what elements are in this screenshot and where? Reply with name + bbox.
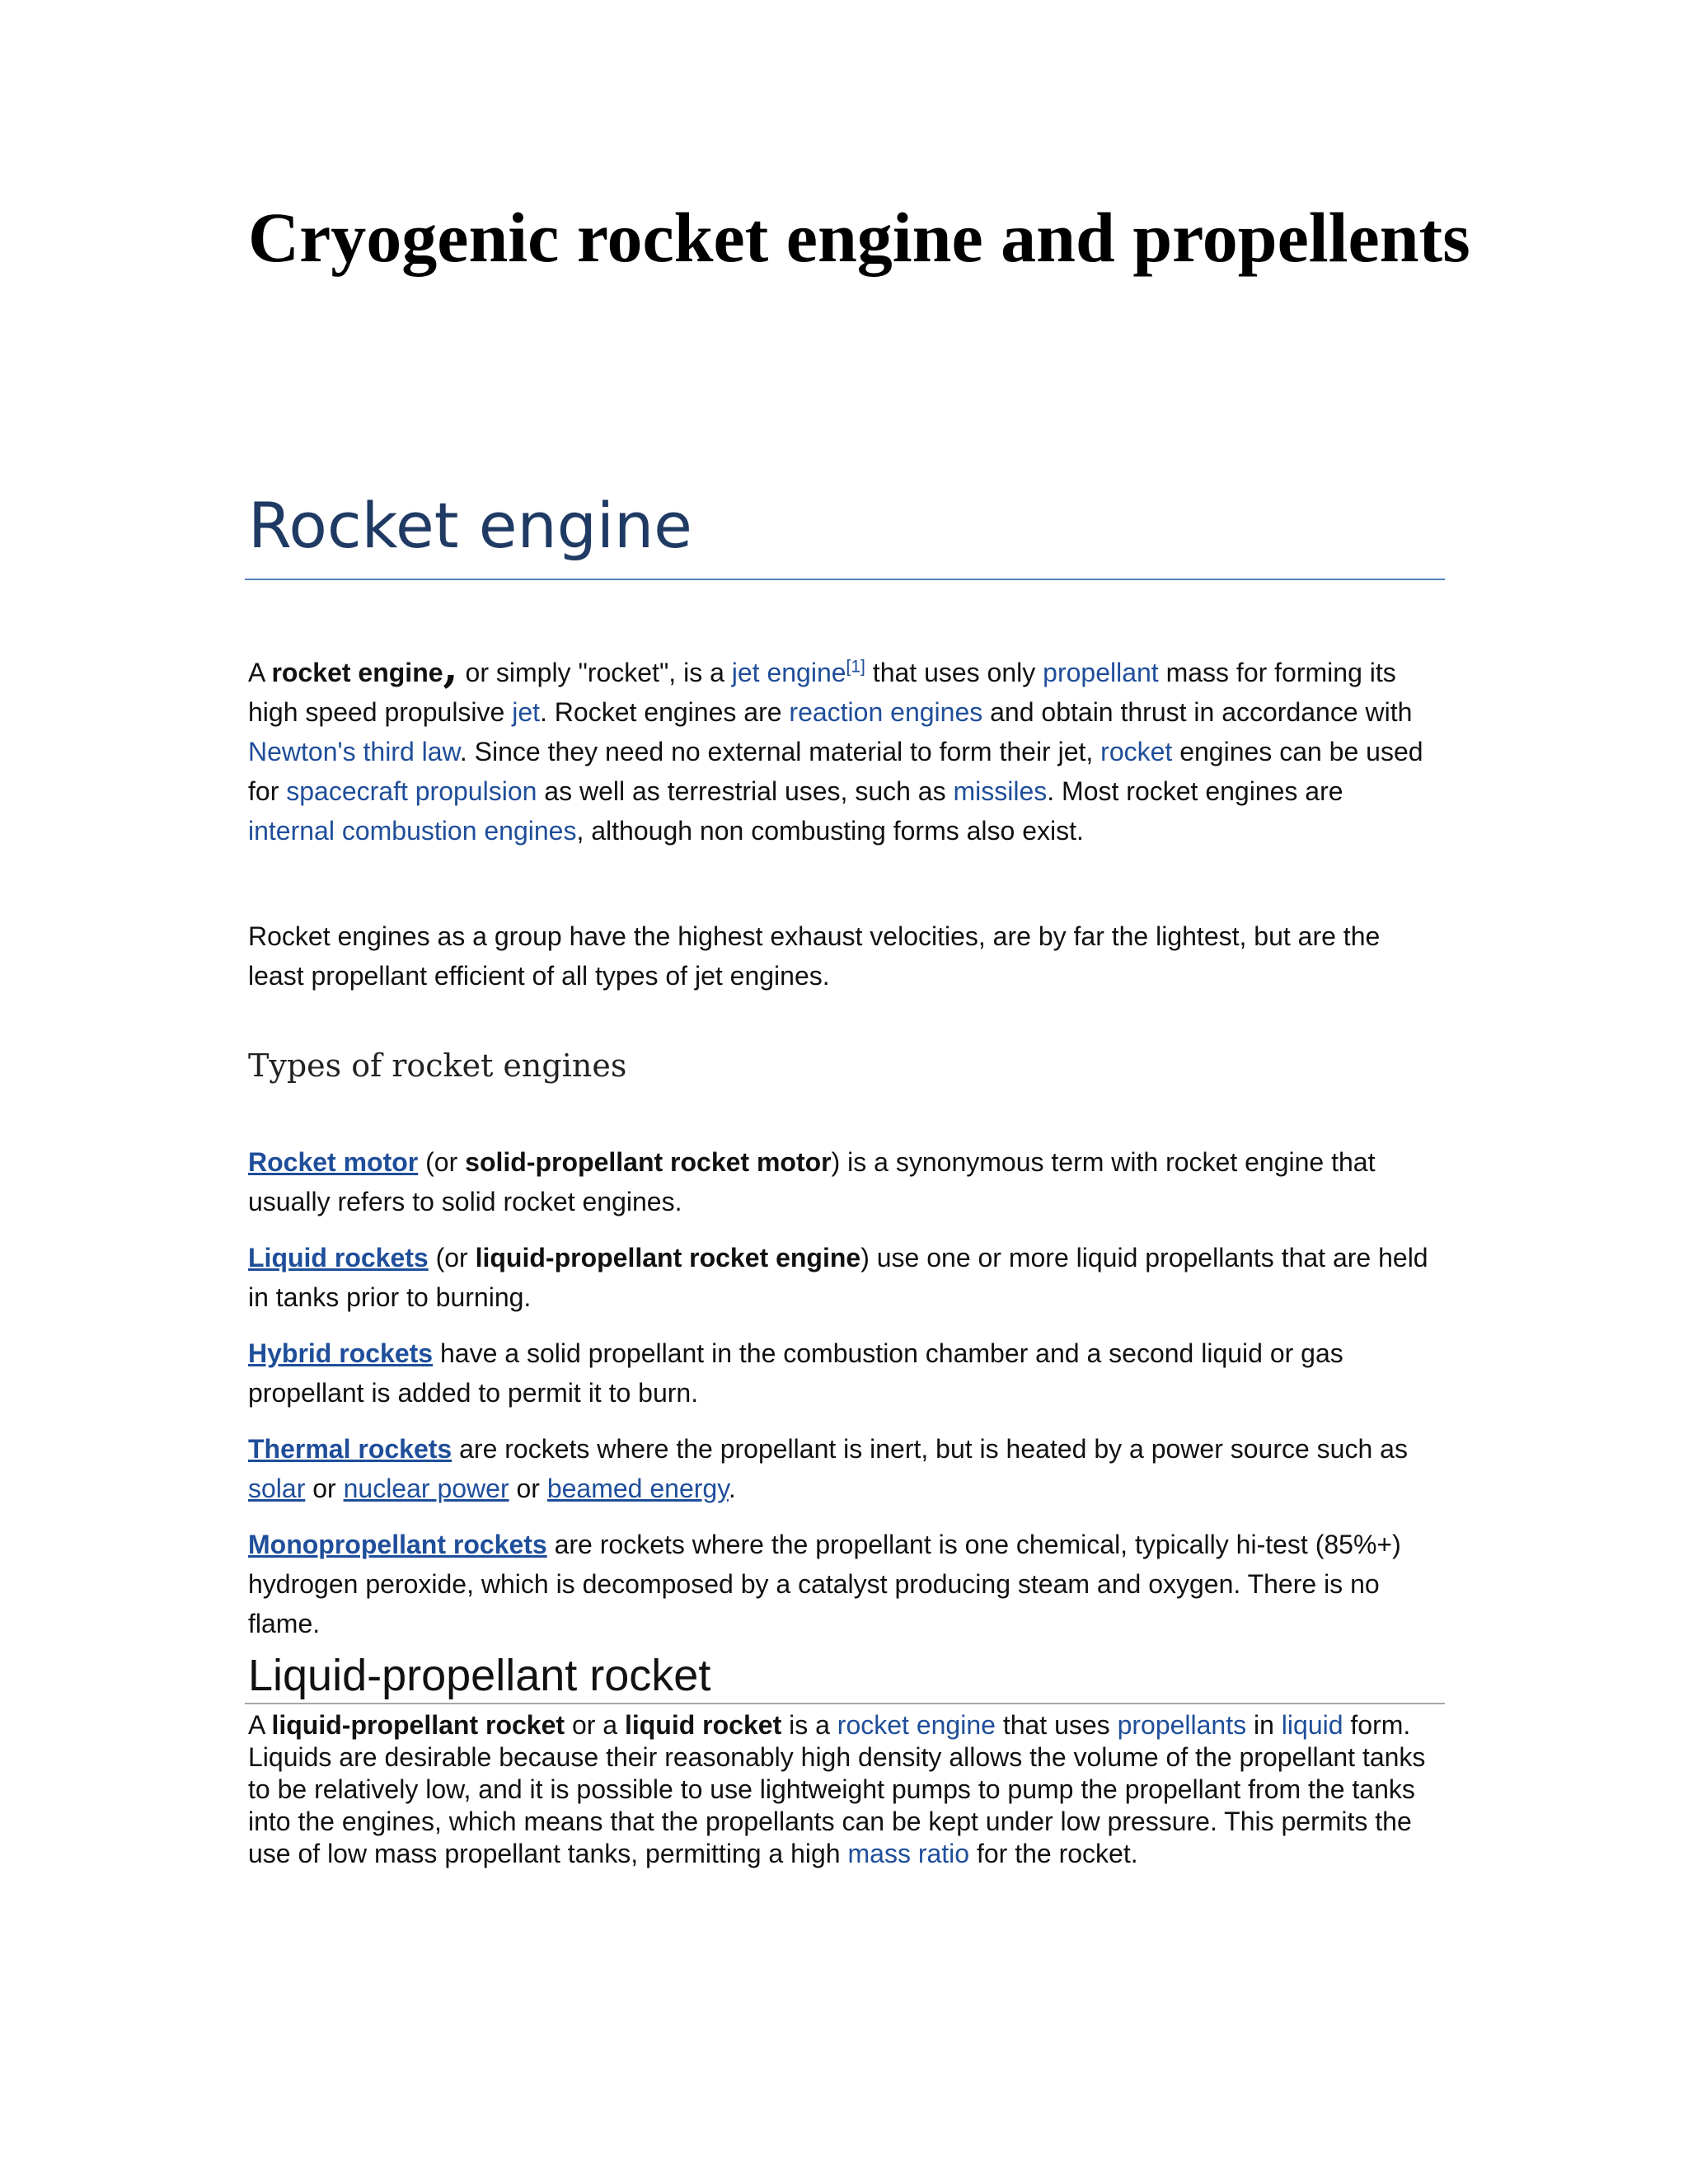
- paragraph-monopropellant-rockets: Monopropellant rockets are rockets where the propellant is one chemical, typically hi-test (85%+) hydrogen peroxide, which is decomposed by a catalyst producing steam and oxygen. There is no flame.: [248, 1530, 1401, 1638]
- bold-term: liquid-propellant rocket: [271, 1710, 565, 1740]
- link-rocket[interactable]: rocket: [1100, 737, 1173, 766]
- link-nuclear-power[interactable]: nuclear power: [343, 1474, 509, 1503]
- link-liquid[interactable]: liquid: [1281, 1710, 1343, 1740]
- link-jet[interactable]: jet: [512, 697, 541, 727]
- paragraph-liquid-propellant-rocket: A liquid-propellant rocket or a liquid rocket is a rocket engine that uses propellants in liquid form. Liquids are desirable because their reasonably high density allows the volume of the propellant tanks to be relatively low, and it is possible to use lightweight pumps to pump the propellant from the tanks into the engines, which means that the propellants can be kept under low pressure. This permits the use of low mass propellant tanks, permitting a high mass ratio for the rocket.: [248, 1710, 1426, 1868]
- heading-types-of-rocket-engines: Types of rocket engines: [248, 1047, 627, 1084]
- heading-liquid-propellant-rocket: Liquid-propellant rocket: [248, 1651, 711, 1700]
- heading-divider: [245, 579, 1445, 580]
- bold-term: liquid rocket: [624, 1710, 782, 1740]
- link-mass-ratio[interactable]: mass ratio: [847, 1839, 970, 1868]
- link-beamed-energy[interactable]: beamed energy: [546, 1474, 729, 1503]
- link-liquid-rockets[interactable]: Liquid rockets: [248, 1243, 429, 1272]
- document-title: Cryogenic rocket engine and propellents: [248, 198, 1470, 277]
- paragraph-liquid-rockets: Liquid rockets (or liquid-propellant rocket engine) use one or more liquid propellants that are held in tanks prior to burning.: [248, 1243, 1428, 1312]
- link-solar[interactable]: solar: [248, 1474, 306, 1503]
- link-propellants[interactable]: propellants: [1117, 1710, 1247, 1740]
- link-internal-combustion-engines[interactable]: internal combustion engines: [248, 816, 577, 846]
- bold-term: rocket engine: [271, 658, 443, 687]
- paragraph-rocket-motor: Rocket motor (or solid-propellant rocket motor) is a synonymous term with rocket engine that usually refers to solid rocket engines.: [248, 1147, 1376, 1216]
- link-rocket-motor[interactable]: Rocket motor: [248, 1147, 419, 1177]
- paragraph-rocket-engine-summary: Rocket engines as a group have the highest exhaust velocities, are by far the lightest, but are the least propellant efficient of all types of jet engines.: [248, 921, 1381, 991]
- link-jet-engine[interactable]: jet engine: [731, 658, 846, 687]
- paragraph-thermal-rockets: Thermal rockets are rockets where the propellant is inert, but is heated by a power source such as solar or nuclear power or beamed energy.: [248, 1434, 1408, 1503]
- paragraph-rocket-engine-intro: A rocket engine, or simply "rocket", is a jet engine[1] that uses only propellant mass for forming its high speed propulsive jet. Rocket engines are reaction engines and obtain thrust in accordance with Newton's third law. Since they need no external material to form their jet, rocket engines can be used for spacecraft propulsion as well as terrestrial uses, such as missiles. Most rocket engines are internal combustion engines, although non combusting forms also exist.: [248, 642, 1423, 846]
- heading-divider: [245, 1703, 1445, 1704]
- paragraph-hybrid-rockets: Hybrid rockets have a solid propellant in the combustion chamber and a second liquid or gas propellant is added to permit it to burn.: [248, 1338, 1343, 1408]
- link-rocket-engine[interactable]: rocket engine: [837, 1710, 996, 1740]
- link-reaction-engines[interactable]: reaction engines: [789, 697, 983, 727]
- link-missiles[interactable]: missiles: [953, 776, 1048, 806]
- link-newtons-third-law[interactable]: Newton's third law: [248, 737, 460, 766]
- link-reference-1[interactable]: [1]: [846, 657, 865, 677]
- bold-term: liquid-propellant rocket engine: [475, 1243, 861, 1272]
- link-hybrid-rockets[interactable]: Hybrid rockets: [248, 1338, 434, 1368]
- large-comma: ,: [443, 642, 458, 692]
- link-propellant[interactable]: propellant: [1043, 658, 1159, 687]
- heading-rocket-engine: Rocket engine: [248, 489, 692, 562]
- bold-term: solid-propellant rocket motor: [465, 1147, 832, 1177]
- link-thermal-rockets[interactable]: Thermal rockets: [248, 1434, 452, 1464]
- link-monopropellant-rockets[interactable]: Monopropellant rockets: [248, 1530, 547, 1559]
- link-spacecraft-propulsion[interactable]: spacecraft propulsion: [286, 776, 537, 806]
